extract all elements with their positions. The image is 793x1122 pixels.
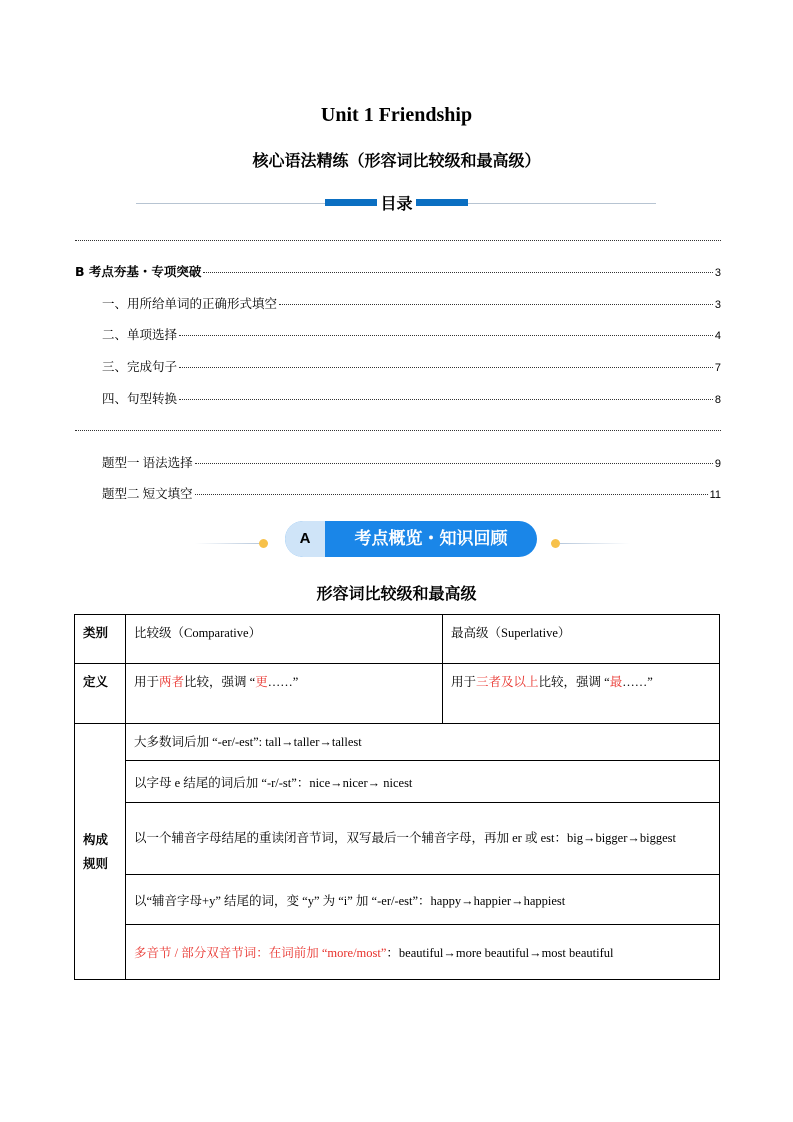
text: 比较，强调 “ xyxy=(538,675,610,689)
table-cell: 最高级（Superlative） xyxy=(443,615,720,664)
highlight: 三者及以上 xyxy=(476,675,539,689)
banner-dot-left xyxy=(259,539,268,548)
toc-page: 7 xyxy=(714,362,721,374)
table-row xyxy=(75,761,720,803)
banner-line-right xyxy=(560,543,630,544)
toc-dotted-line xyxy=(75,240,721,241)
leader-dots xyxy=(179,335,713,336)
toc-bar-right xyxy=(416,199,468,206)
table-row xyxy=(75,615,720,664)
toc-label: 题型二 短文填空 xyxy=(102,487,193,501)
table-cell xyxy=(443,664,720,724)
banner-letter: A xyxy=(285,521,325,557)
text: 用于 xyxy=(451,675,477,689)
table-row xyxy=(75,724,720,761)
doc-title: Unit 1 Friendship xyxy=(320,104,473,126)
banner-text: 考点概览・知识回顾 xyxy=(354,529,508,548)
text: 比较，强调 “ xyxy=(184,675,256,689)
leader-dots xyxy=(179,399,713,400)
leader-dots xyxy=(179,367,713,368)
toc-page: 11 xyxy=(709,489,721,501)
toc-page: 8 xyxy=(714,394,721,406)
banner-line-left xyxy=(195,543,260,544)
header-cell: 类别 xyxy=(75,615,126,664)
toc-label: 二、单项选择 xyxy=(102,328,178,342)
toc-entry[interactable] xyxy=(102,484,721,502)
table-row xyxy=(75,925,720,980)
toc-label: 三、完成句子 xyxy=(102,360,178,374)
toc-page: 3 xyxy=(714,299,721,311)
toc-bar-left xyxy=(325,199,377,206)
toc-label: B 考点夯基・专项突破 xyxy=(75,264,202,279)
toc-entry[interactable] xyxy=(102,325,721,343)
toc-label: 题型一 语法选择 xyxy=(102,456,193,470)
toc-heading: 目录 xyxy=(377,191,416,214)
comparison-table xyxy=(74,614,720,980)
text: ……” xyxy=(267,675,299,689)
banner-dot-right xyxy=(551,539,560,548)
toc-page: 9 xyxy=(714,458,721,470)
toc-page: 4 xyxy=(714,330,721,342)
toc-entry[interactable] xyxy=(102,389,721,407)
toc-entry[interactable] xyxy=(102,453,721,471)
highlight: 多音节 / 部分双音节词：在词前加 “more/most” xyxy=(134,946,387,960)
rule-cell: 以字母 e 结尾的词后加 “-r/-st”：nice→nicer→ nicest xyxy=(126,761,720,803)
toc-dotted-line xyxy=(75,430,721,431)
table-row xyxy=(75,875,720,925)
toc-entry[interactable] xyxy=(102,357,721,375)
section-a-banner xyxy=(285,521,537,557)
highlight: 最 xyxy=(609,675,623,689)
table-cell xyxy=(126,664,443,724)
toc-label: 一、用所给单词的正确形式填空 xyxy=(102,297,278,311)
leader-dots xyxy=(195,494,708,495)
leader-dots xyxy=(279,304,713,305)
header-cell: 构成规则 xyxy=(75,724,126,980)
table-row xyxy=(75,803,720,875)
table-cell: 比较级（Comparative） xyxy=(126,615,443,664)
section-title: 形容词比较级和最高级 xyxy=(316,584,477,603)
highlight: 两者 xyxy=(159,675,185,689)
header-cell: 定义 xyxy=(75,664,126,724)
toc-entry[interactable] xyxy=(102,294,721,312)
doc-subtitle: 核心语法精练（形容词比较级和最高级） xyxy=(252,151,541,170)
rule-cell: 以一个辅音字母结尾的重读闭音节词，双写最后一个辅音字母，再加 er 或 est：big→bigger→biggest xyxy=(126,803,720,875)
text: ：beautiful→more beautiful→most beautiful xyxy=(386,946,614,960)
rule-cell: 大多数词后加 “-er/-est”: tall→taller→tallest xyxy=(126,724,720,761)
highlight: 更 xyxy=(255,675,268,689)
toc-page: 3 xyxy=(714,267,721,279)
leader-dots xyxy=(195,463,713,464)
rule-cell xyxy=(126,925,720,980)
text: ……” xyxy=(622,675,653,689)
toc-label: 四、句型转换 xyxy=(102,392,178,406)
table-row xyxy=(75,664,720,724)
toc-entry-section-b[interactable] xyxy=(75,262,721,280)
rule-cell: 以“辅音字母+y” 结尾的词，变 “y” 为 “i” 加 “-er/-est”：happy→happier→happiest xyxy=(126,875,720,925)
text: 用于 xyxy=(134,675,160,689)
leader-dots xyxy=(203,272,712,273)
